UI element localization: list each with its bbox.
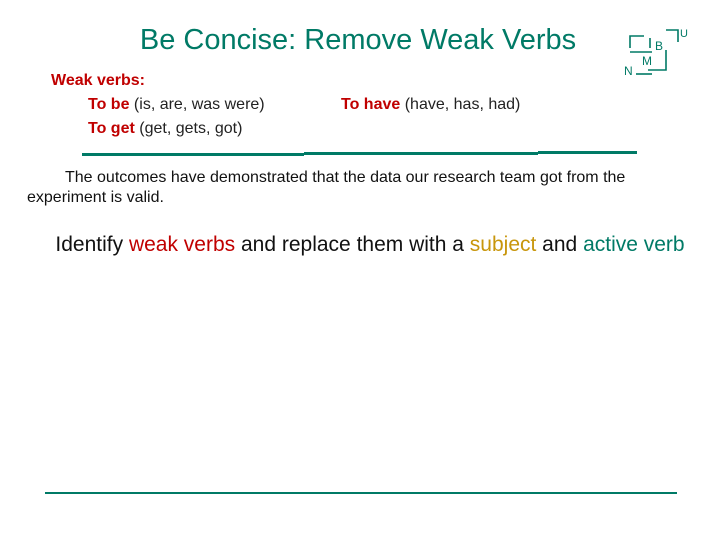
instruction-active-verb: active verb	[583, 233, 685, 256]
to-get-forms: (get, gets, got)	[134, 120, 243, 137]
divider-segment	[82, 153, 304, 156]
logo-letter-m: M	[642, 54, 652, 68]
to-get-label: To get	[88, 120, 135, 137]
ubmn-logo	[622, 26, 686, 82]
example-sentence: The outcomes have demonstrated that the data our research team got from the experiment is valid.	[27, 169, 626, 206]
to-be-forms: (is, are, was were)	[129, 96, 265, 113]
weak-verbs-heading: Weak verbs:	[51, 72, 145, 89]
to-get-line	[88, 120, 242, 138]
slide-title	[0, 24, 720, 57]
instruction-subject: subject	[469, 233, 537, 256]
instruction-text	[40, 230, 700, 259]
instruction-weak-verbs: weak verbs	[128, 233, 236, 256]
instruction-part2: and replace them with a	[235, 233, 470, 256]
to-have-forms: (have, has, had)	[400, 96, 521, 113]
to-have-line	[341, 96, 520, 114]
divider-segment	[304, 152, 538, 155]
divider-segment	[538, 151, 637, 154]
to-be-label: To be	[88, 96, 130, 113]
slide-title-text: Be Concise: Remove Weak Verbs	[139, 24, 577, 56]
to-have-label: To have	[341, 96, 401, 113]
instruction-part3: and	[536, 233, 584, 256]
footer-divider	[45, 492, 677, 494]
instruction-part1: Identify	[55, 233, 129, 256]
logo-letter-u: U	[680, 28, 688, 40]
to-be-line	[88, 96, 265, 114]
logo-letter-b: B	[655, 39, 664, 53]
logo-letter-n: N	[624, 64, 633, 78]
